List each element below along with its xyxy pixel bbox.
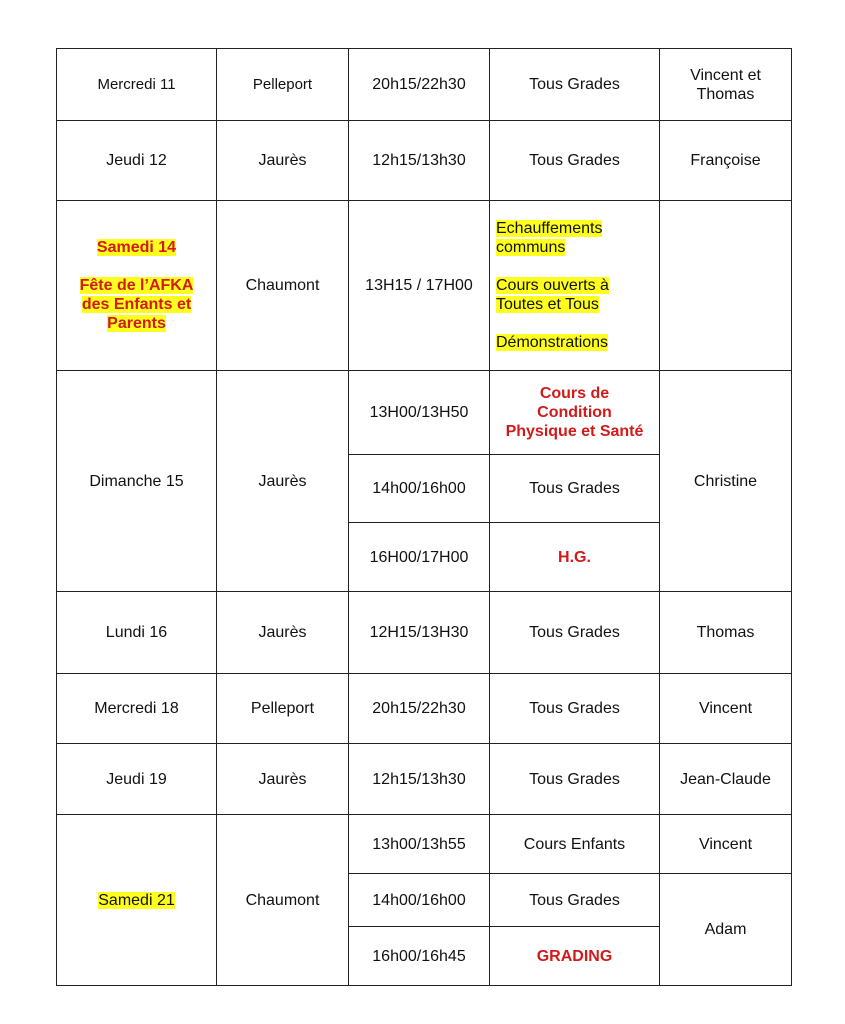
place-cell: Chaumont <box>217 201 349 371</box>
time-cell: 13H15 / 17H00 <box>349 201 490 371</box>
course-cell: Tous Grades <box>490 744 660 815</box>
time-cell: 12h15/13h30 <box>349 121 490 201</box>
course-line: Toutes et Tous <box>496 296 599 313</box>
schedule-table <box>56 48 792 986</box>
time-cell: 12H15/13H30 <box>349 592 490 674</box>
time-cell: 16H00/17H00 <box>349 523 490 592</box>
place-cell: Chaumont <box>217 815 349 986</box>
teacher-cell <box>660 49 792 121</box>
day-cell: Mercredi 18 <box>57 674 217 744</box>
course-cell: Tous Grades <box>490 121 660 201</box>
day-cell: Dimanche 15 <box>57 371 217 592</box>
place-cell: Jaurès <box>217 121 349 201</box>
day-label: Samedi 21 <box>98 891 175 909</box>
course-cell: Tous Grades <box>490 455 660 523</box>
table-row <box>57 49 792 121</box>
teacher-cell: Christine <box>660 371 792 592</box>
day-label: Samedi 14 <box>96 239 177 256</box>
teacher-cell: Françoise <box>660 121 792 201</box>
course-line: Condition <box>537 404 612 421</box>
table-row <box>57 592 792 674</box>
place-cell: Pelleport <box>217 674 349 744</box>
time-cell: 16h00/16h45 <box>349 927 490 986</box>
time-cell: 14h00/16h00 <box>349 455 490 523</box>
course-cell <box>490 201 660 371</box>
place-cell: Jaurès <box>217 592 349 674</box>
course-line: Cours ouverts à <box>496 277 609 294</box>
teacher-cell: Vincent <box>660 674 792 744</box>
day-cell <box>57 201 217 371</box>
course-cell <box>490 371 660 455</box>
teacher-cell: Thomas <box>660 592 792 674</box>
teacher-cell: Adam <box>660 874 792 986</box>
course-cell: Tous Grades <box>490 592 660 674</box>
course-cell: Tous Grades <box>490 874 660 927</box>
table-row <box>57 815 792 874</box>
table-row <box>57 371 792 455</box>
time-cell: 20h15/22h30 <box>349 49 490 121</box>
course-line: Démonstrations <box>496 334 609 351</box>
time-cell: 14h00/16h00 <box>349 874 490 927</box>
place-cell: Jaurès <box>217 371 349 592</box>
event-title-line: Parents <box>107 315 166 332</box>
place-cell: Jaurès <box>217 744 349 815</box>
course-line: Physique et Santé <box>505 423 644 440</box>
teacher-cell <box>660 201 792 371</box>
table-row <box>57 201 792 371</box>
place-cell: Pelleport <box>217 49 349 121</box>
event-title-line: des Enfants et <box>81 296 192 313</box>
course-cell: H.G. <box>490 523 660 592</box>
day-cell: Jeudi 12 <box>57 121 217 201</box>
table-row <box>57 121 792 201</box>
table-row <box>57 674 792 744</box>
time-cell: 12h15/13h30 <box>349 744 490 815</box>
course-cell: Tous Grades <box>490 674 660 744</box>
course-cell: Cours Enfants <box>490 815 660 874</box>
time-cell: 13H00/13H50 <box>349 371 490 455</box>
time-cell: 13h00/13h55 <box>349 815 490 874</box>
day-cell <box>57 815 217 986</box>
teacher-cell: Jean-Claude <box>660 744 792 815</box>
day-cell: Lundi 16 <box>57 592 217 674</box>
course-cell: GRADING <box>490 927 660 986</box>
teacher-line: Thomas <box>696 85 755 103</box>
day-cell: Mercredi 11 <box>57 49 217 121</box>
course-line: communs <box>496 239 566 256</box>
time-cell: 20h15/22h30 <box>349 674 490 744</box>
table-row <box>57 744 792 815</box>
course-line: Echauffements <box>496 220 603 237</box>
day-cell: Jeudi 19 <box>57 744 217 815</box>
course-cell: Tous Grades <box>490 49 660 121</box>
course-line: Cours de <box>539 385 610 402</box>
teacher-cell: Vincent <box>660 815 792 874</box>
event-title-line: Fête de l’AFKA <box>79 277 194 294</box>
teacher-line: Vincent et <box>690 66 761 84</box>
